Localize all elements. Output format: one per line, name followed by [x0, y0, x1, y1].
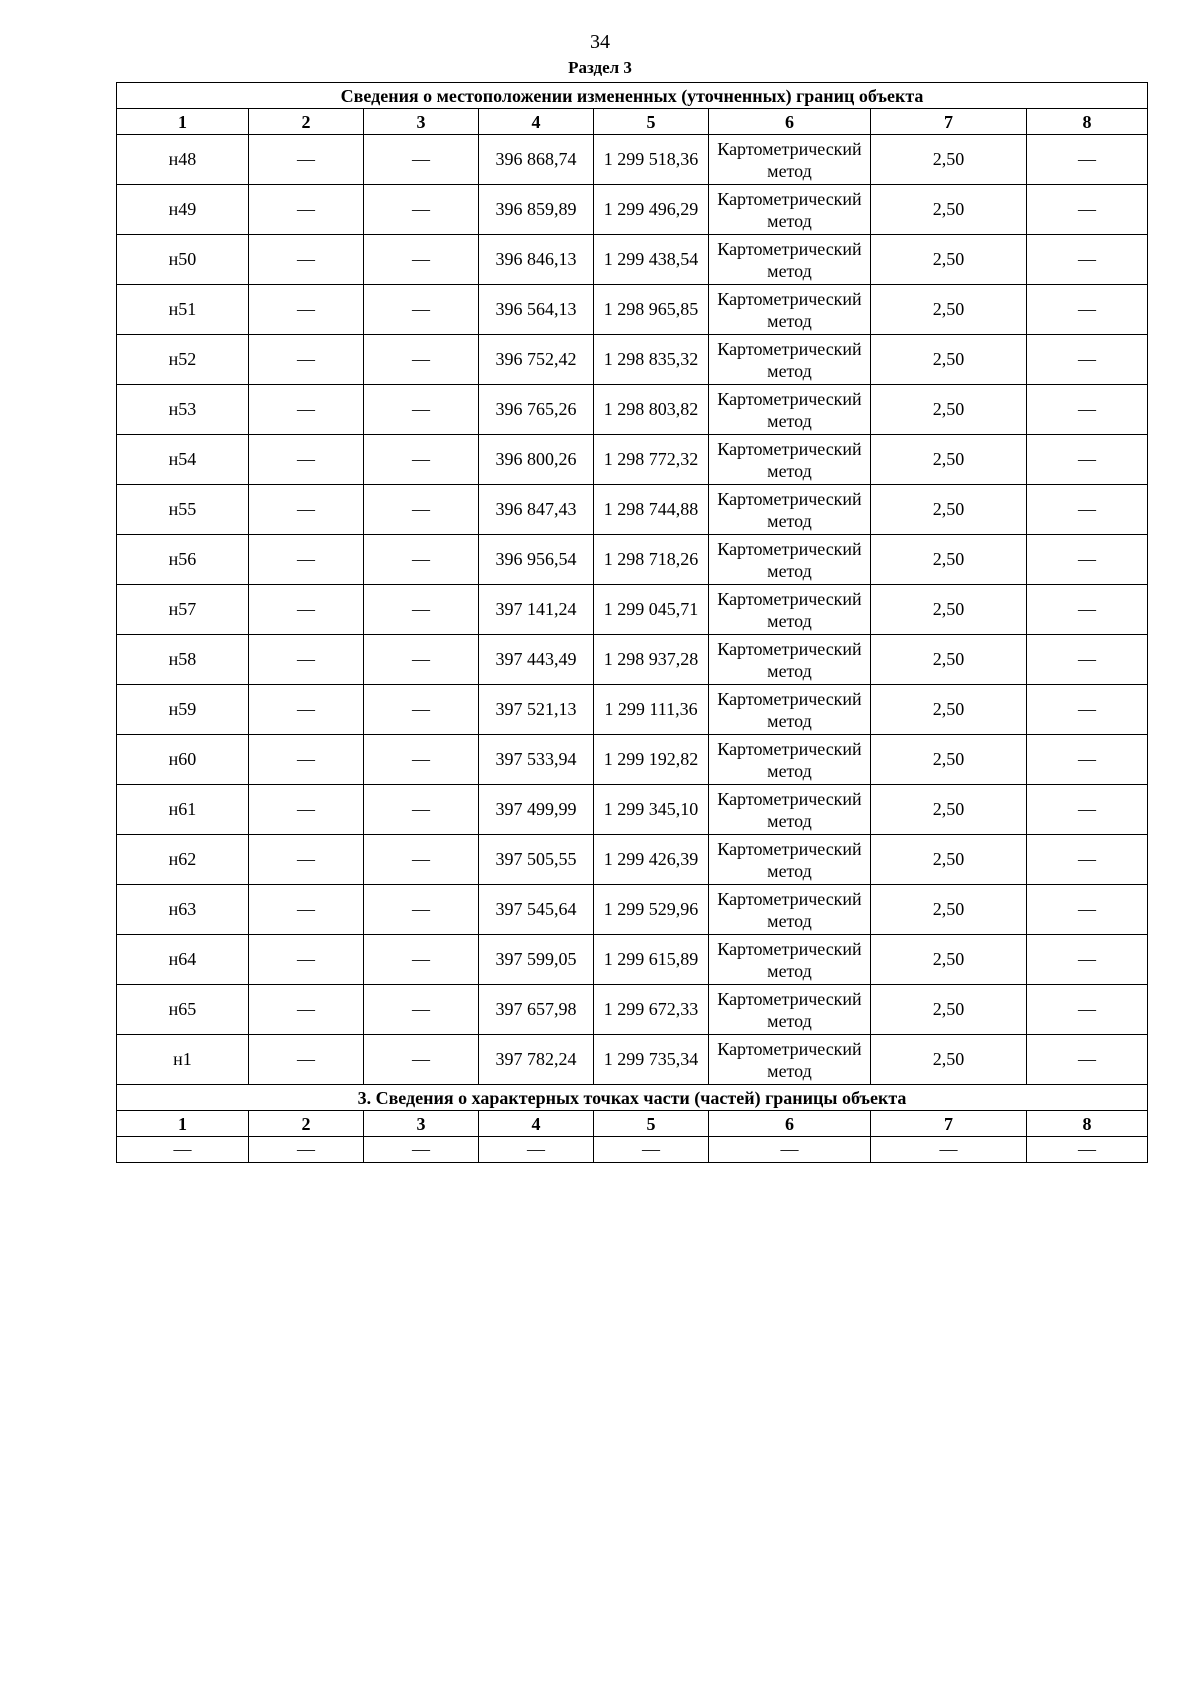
- accuracy-value: 2,50: [871, 685, 1027, 735]
- empty-cell: —: [709, 1137, 871, 1163]
- col2-value: —: [249, 135, 364, 185]
- accuracy-value: 2,50: [871, 185, 1027, 235]
- table-row: [117, 585, 1148, 635]
- col3-value: —: [364, 485, 479, 535]
- x-coordinate: 397 599,05: [479, 935, 594, 985]
- table-row: [117, 785, 1148, 835]
- method-cell: Картометрический метод: [709, 185, 871, 235]
- col3-value: —: [364, 935, 479, 985]
- column-number: 3: [364, 1111, 479, 1137]
- col2-value: —: [249, 885, 364, 935]
- y-coordinate: 1 298 718,26: [594, 535, 709, 585]
- col2-value: —: [249, 285, 364, 335]
- col3-value: —: [364, 535, 479, 585]
- col2-value: —: [249, 935, 364, 985]
- method-cell: Картометрический метод: [709, 485, 871, 535]
- y-coordinate: 1 299 615,89: [594, 935, 709, 985]
- column-number: 1: [117, 1111, 249, 1137]
- table-row: [117, 1137, 1148, 1163]
- col8-value: —: [1027, 185, 1148, 235]
- accuracy-value: 2,50: [871, 885, 1027, 935]
- point-name: н48: [117, 135, 249, 185]
- page-number: 34: [590, 31, 610, 53]
- accuracy-value: 2,50: [871, 985, 1027, 1035]
- table-row: [117, 885, 1148, 935]
- col8-value: —: [1027, 485, 1148, 535]
- point-name: н1: [117, 1035, 249, 1085]
- x-coordinate: 397 657,98: [479, 985, 594, 1035]
- column-number: 7: [871, 1111, 1027, 1137]
- col2-value: —: [249, 435, 364, 485]
- accuracy-value: 2,50: [871, 835, 1027, 885]
- point-name: н58: [117, 635, 249, 685]
- accuracy-value: 2,50: [871, 585, 1027, 635]
- column-number: 4: [479, 109, 594, 135]
- method-cell: Картометрический метод: [709, 885, 871, 935]
- accuracy-value: 2,50: [871, 385, 1027, 435]
- column-number: 6: [709, 1111, 871, 1137]
- point-name: н55: [117, 485, 249, 535]
- x-coordinate: 396 752,42: [479, 335, 594, 385]
- table-row: [117, 735, 1148, 785]
- y-coordinate: 1 299 192,82: [594, 735, 709, 785]
- section-title: Раздел 3: [568, 58, 632, 77]
- col8-value: —: [1027, 685, 1148, 735]
- y-coordinate: 1 299 735,34: [594, 1035, 709, 1085]
- col3-value: —: [364, 285, 479, 335]
- method-cell: Картометрический метод: [709, 835, 871, 885]
- x-coordinate: 397 545,64: [479, 885, 594, 935]
- col3-value: —: [364, 835, 479, 885]
- col3-value: —: [364, 885, 479, 935]
- col3-value: —: [364, 185, 479, 235]
- col3-value: —: [364, 585, 479, 635]
- y-coordinate: 1 299 426,39: [594, 835, 709, 885]
- table-row: [117, 185, 1148, 235]
- accuracy-value: 2,50: [871, 235, 1027, 285]
- y-coordinate: 1 299 045,71: [594, 585, 709, 635]
- col3-value: —: [364, 135, 479, 185]
- col8-value: —: [1027, 885, 1148, 935]
- column-number: 7: [871, 109, 1027, 135]
- y-coordinate: 1 298 772,32: [594, 435, 709, 485]
- table-row: [117, 1035, 1148, 1085]
- column-number: 5: [594, 109, 709, 135]
- col2-value: —: [249, 385, 364, 435]
- x-coordinate: 396 868,74: [479, 135, 594, 185]
- y-coordinate: 1 299 672,33: [594, 985, 709, 1035]
- col2-value: —: [249, 635, 364, 685]
- x-coordinate: 396 847,43: [479, 485, 594, 535]
- column-number: 4: [479, 1111, 594, 1137]
- col3-value: —: [364, 335, 479, 385]
- method-cell: Картометрический метод: [709, 235, 871, 285]
- table-row: [117, 985, 1148, 1035]
- accuracy-value: 2,50: [871, 935, 1027, 985]
- method-cell: Картометрический метод: [709, 535, 871, 585]
- col3-value: —: [364, 235, 479, 285]
- y-coordinate: 1 299 345,10: [594, 785, 709, 835]
- col2-value: —: [249, 235, 364, 285]
- table-row: [117, 635, 1148, 685]
- point-name: н53: [117, 385, 249, 435]
- y-coordinate: 1 298 803,82: [594, 385, 709, 435]
- point-name: н65: [117, 985, 249, 1035]
- point-name: н61: [117, 785, 249, 835]
- col2-value: —: [249, 1035, 364, 1085]
- column-number: 6: [709, 109, 871, 135]
- empty-cell: —: [594, 1137, 709, 1163]
- x-coordinate: 397 499,99: [479, 785, 594, 835]
- empty-cell: —: [364, 1137, 479, 1163]
- col3-value: —: [364, 435, 479, 485]
- accuracy-value: 2,50: [871, 285, 1027, 335]
- column-number: 8: [1027, 109, 1148, 135]
- y-coordinate: 1 298 835,32: [594, 335, 709, 385]
- method-cell: Картометрический метод: [709, 735, 871, 785]
- method-cell: Картометрический метод: [709, 635, 871, 685]
- point-name: н64: [117, 935, 249, 985]
- method-cell: Картометрический метод: [709, 985, 871, 1035]
- col8-value: —: [1027, 1035, 1148, 1085]
- accuracy-value: 2,50: [871, 735, 1027, 785]
- x-coordinate: 396 800,26: [479, 435, 594, 485]
- method-cell: Картометрический метод: [709, 435, 871, 485]
- y-coordinate: 1 298 965,85: [594, 285, 709, 335]
- col2-value: —: [249, 535, 364, 585]
- col3-value: —: [364, 985, 479, 1035]
- col3-value: —: [364, 385, 479, 435]
- col2-value: —: [249, 335, 364, 385]
- empty-cell: —: [479, 1137, 594, 1163]
- accuracy-value: 2,50: [871, 1035, 1027, 1085]
- col8-value: —: [1027, 335, 1148, 385]
- method-cell: Картометрический метод: [709, 785, 871, 835]
- method-cell: Картометрический метод: [709, 385, 871, 435]
- col8-value: —: [1027, 285, 1148, 335]
- col3-value: —: [364, 1035, 479, 1085]
- method-cell: Картометрический метод: [709, 935, 871, 985]
- y-coordinate: 1 299 529,96: [594, 885, 709, 935]
- point-name: н50: [117, 235, 249, 285]
- y-coordinate: 1 299 518,36: [594, 135, 709, 185]
- x-coordinate: 396 859,89: [479, 185, 594, 235]
- column-number: 3: [364, 109, 479, 135]
- col2-value: —: [249, 185, 364, 235]
- table1-column-numbers: [117, 109, 1148, 135]
- method-cell: Картометрический метод: [709, 585, 871, 635]
- col2-value: —: [249, 785, 364, 835]
- col2-value: —: [249, 585, 364, 635]
- accuracy-value: 2,50: [871, 635, 1027, 685]
- col2-value: —: [249, 685, 364, 735]
- table-row: [117, 385, 1148, 435]
- table-row: [117, 285, 1148, 335]
- point-name: н49: [117, 185, 249, 235]
- column-number: 2: [249, 1111, 364, 1137]
- table-row: [117, 685, 1148, 735]
- accuracy-value: 2,50: [871, 485, 1027, 535]
- column-number: 8: [1027, 1111, 1148, 1137]
- y-coordinate: 1 299 496,29: [594, 185, 709, 235]
- y-coordinate: 1 298 937,28: [594, 635, 709, 685]
- table-row: [117, 335, 1148, 385]
- empty-cell: —: [871, 1137, 1027, 1163]
- column-number: 5: [594, 1111, 709, 1137]
- col8-value: —: [1027, 985, 1148, 1035]
- col8-value: —: [1027, 435, 1148, 485]
- empty-cell: —: [249, 1137, 364, 1163]
- col3-value: —: [364, 785, 479, 835]
- table1-caption-row: [117, 83, 1148, 109]
- col2-value: —: [249, 835, 364, 885]
- point-name: н54: [117, 435, 249, 485]
- table-row: [117, 535, 1148, 585]
- accuracy-value: 2,50: [871, 535, 1027, 585]
- col8-value: —: [1027, 785, 1148, 835]
- x-coordinate: 397 505,55: [479, 835, 594, 885]
- point-name: н56: [117, 535, 249, 585]
- col8-value: —: [1027, 535, 1148, 585]
- point-name: н62: [117, 835, 249, 885]
- x-coordinate: 396 846,13: [479, 235, 594, 285]
- method-cell: Картометрический метод: [709, 1035, 871, 1085]
- point-name: н52: [117, 335, 249, 385]
- table-row: [117, 485, 1148, 535]
- col8-value: —: [1027, 135, 1148, 185]
- col8-value: —: [1027, 635, 1148, 685]
- col2-value: —: [249, 735, 364, 785]
- col8-value: —: [1027, 835, 1148, 885]
- column-number: 1: [117, 109, 249, 135]
- empty-cell: —: [117, 1137, 249, 1163]
- x-coordinate: 396 564,13: [479, 285, 594, 335]
- x-coordinate: 397 443,49: [479, 635, 594, 685]
- table-row: [117, 235, 1148, 285]
- method-cell: Картометрический метод: [709, 685, 871, 735]
- table-row: [117, 135, 1148, 185]
- table-row: [117, 835, 1148, 885]
- point-name: н57: [117, 585, 249, 635]
- x-coordinate: 397 782,24: [479, 1035, 594, 1085]
- col3-value: —: [364, 735, 479, 785]
- table2-caption-row: [117, 1085, 1148, 1111]
- x-coordinate: 397 141,24: [479, 585, 594, 635]
- point-name: н63: [117, 885, 249, 935]
- table2-caption: 3. Сведения о характерных точках части (частей) границы объекта: [117, 1085, 1148, 1111]
- method-cell: Картометрический метод: [709, 335, 871, 385]
- y-coordinate: 1 298 744,88: [594, 485, 709, 535]
- accuracy-value: 2,50: [871, 335, 1027, 385]
- col3-value: —: [364, 685, 479, 735]
- point-name: н59: [117, 685, 249, 735]
- y-coordinate: 1 299 111,36: [594, 685, 709, 735]
- x-coordinate: 396 765,26: [479, 385, 594, 435]
- x-coordinate: 397 521,13: [479, 685, 594, 735]
- accuracy-value: 2,50: [871, 435, 1027, 485]
- col8-value: —: [1027, 935, 1148, 985]
- method-cell: Картометрический метод: [709, 285, 871, 335]
- table-row: [117, 435, 1148, 485]
- accuracy-value: 2,50: [871, 785, 1027, 835]
- table-row: [117, 935, 1148, 985]
- col8-value: —: [1027, 735, 1148, 785]
- coordinates-table: [116, 82, 1148, 1163]
- accuracy-value: 2,50: [871, 135, 1027, 185]
- point-name: н51: [117, 285, 249, 335]
- col8-value: —: [1027, 585, 1148, 635]
- col3-value: —: [364, 635, 479, 685]
- column-number: 2: [249, 109, 364, 135]
- col8-value: —: [1027, 235, 1148, 285]
- col8-value: —: [1027, 385, 1148, 435]
- col2-value: —: [249, 985, 364, 1035]
- method-cell: Картометрический метод: [709, 135, 871, 185]
- table2-column-numbers: [117, 1111, 1148, 1137]
- point-name: н60: [117, 735, 249, 785]
- y-coordinate: 1 299 438,54: [594, 235, 709, 285]
- empty-cell: —: [1027, 1137, 1148, 1163]
- x-coordinate: 396 956,54: [479, 535, 594, 585]
- table1-caption: Сведения о местоположении измененных (уточненных) границ объекта: [117, 83, 1148, 109]
- x-coordinate: 397 533,94: [479, 735, 594, 785]
- col2-value: —: [249, 485, 364, 535]
